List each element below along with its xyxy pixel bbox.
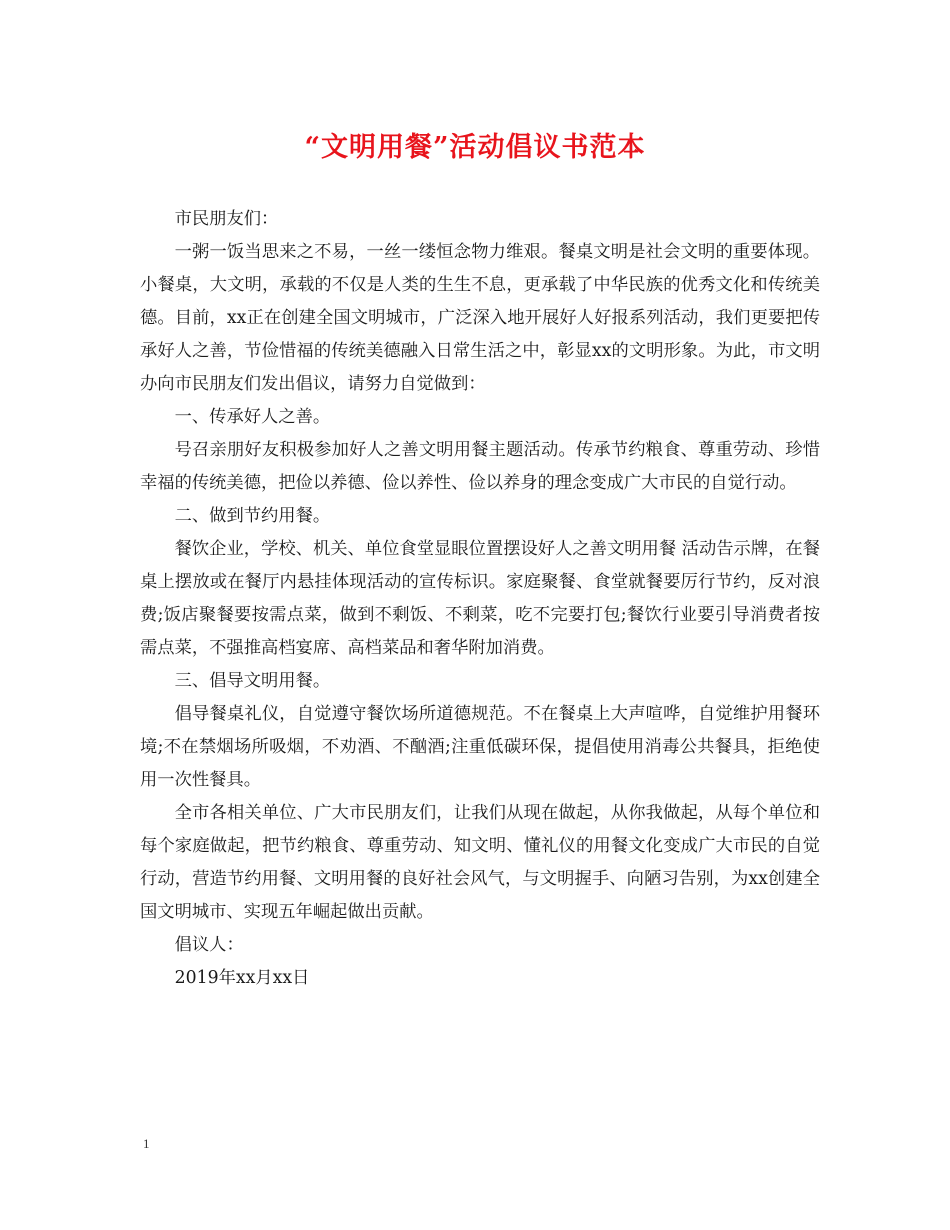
section-paragraph-3: 倡导餐桌礼仪，自觉遵守餐饮场所道德规范。不在餐桌上大声喧哗，自觉维护用餐环境;不在禁烟场所吸烟，不劝酒、不酗酒;注重低碳环保，提倡使用消毒公共餐具，拒绝使用一次性餐具。	[140, 704, 820, 790]
signatory-label: 倡议人：	[174, 935, 244, 955]
document-title: “文明用餐”活动倡议书范本	[304, 132, 646, 163]
intro-paragraph: 一粥一饭当思来之不易，一丝一缕恒念物力维艰。餐桌文明是社会文明的重要体现。小餐桌，大文明，承载的不仅是人类的生生不息，更承载了中华民族的优秀文化和传统美德。目前，xx正在创建全国文明城市，广泛深入地开展好人好报系列活动，我们更要把传承好人之善，节俭惜福的传统美德融入日常生活之中，彰显xx的文明形象。为此，市文明办向市民朋友们发出倡议，请努力自觉做到：	[140, 242, 820, 394]
closing-paragraph: 全市各相关单位、广大市民朋友们，让我们从现在做起，从你我做起，从每个单位和每个家庭做起，把节约粮食、尊重劳动、知文明、懂礼仪的用餐文化变成广大市民的自觉行动，营造节约用餐、文明用餐的良好社会风气，与文明握手、向陋习告别，为xx创建全国文明城市、实现五年崛起做出贡献。	[140, 803, 820, 922]
section-heading-2: 二、做到节约用餐。	[174, 506, 331, 526]
section-heading-1: 一、传承好人之善。	[174, 407, 331, 427]
page-number: 1	[143, 1136, 150, 1151]
salutation: 市民朋友们：	[174, 209, 279, 229]
section-paragraph-2: 餐饮企业，学校、机关、单位食堂显眼位置摆设好人之善文明用餐 活动告示牌，在餐桌上摆放或在餐厅内悬挂体现活动的宣传标识。家庭聚餐、食堂就餐要厉行节约，反对浪费;饭店聚餐要按需点菜，做到不剩饭、不剩菜，吃不完要打包;餐饮行业要引导消费者按需点菜，不强推高档宴席、高档菜品和奢华附加消费。	[140, 539, 820, 658]
document-body	[140, 203, 820, 995]
document-date: 2019年xx月xx日	[174, 968, 310, 988]
section-paragraph-1: 号召亲朋好友积极参加好人之善文明用餐主题活动。传承节约粮食、尊重劳动、珍惜幸福的传统美德，把俭以养德、俭以养性、俭以养身的理念变成广大市民的自觉行动。	[140, 440, 820, 493]
section-heading-3: 三、倡导文明用餐。	[174, 671, 331, 691]
